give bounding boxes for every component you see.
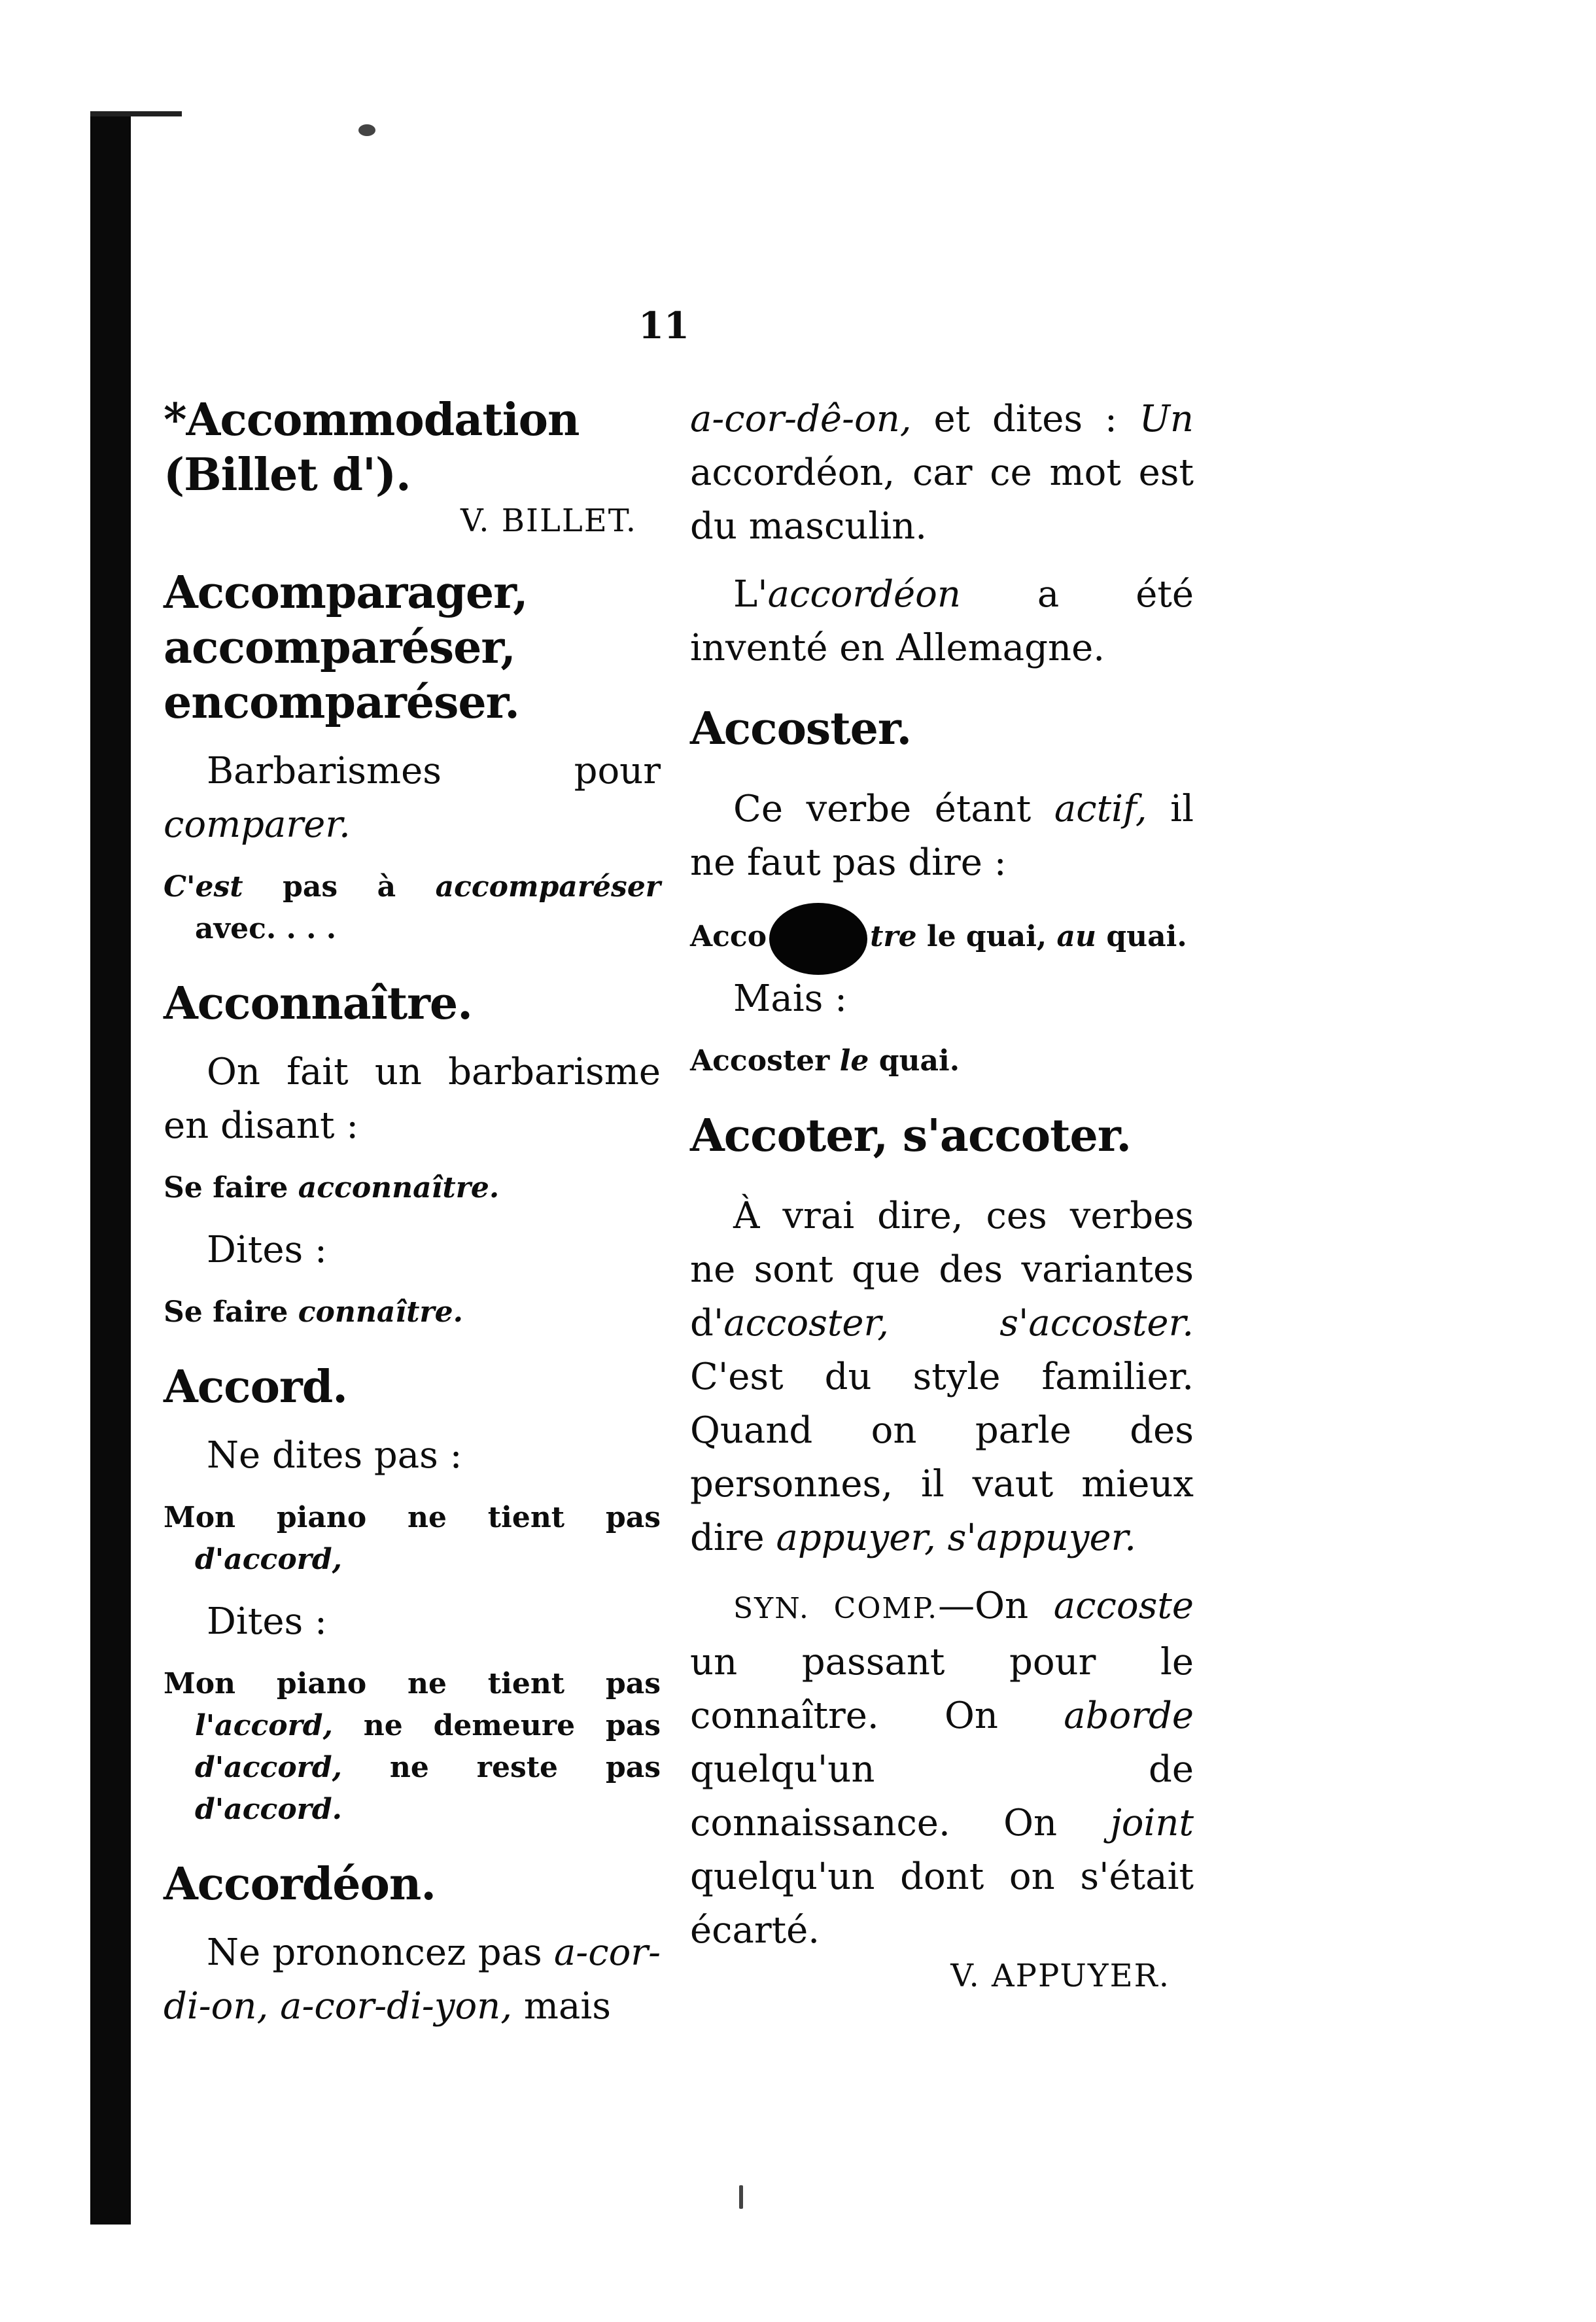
example-sentence: Acco tre le quai, au quai. [690,916,1194,958]
example-sentence: Se faire acconnaître. [164,1171,500,1205]
example-sentence: C'est pas à accomparéser avec. . . . [164,870,661,945]
entry-text: a-cor-dê-on, et dites : Un accordéon, car ce mot est du masculin. [690,398,1194,548]
left-column [164,393,661,2033]
headword-accommodation: *Accommodation (Billet d'). [164,394,580,501]
entry-text: À vrai dire, ces verbes ne sont que des variantes d'accoster, s'accoster. C'est du style familier. Quand on parle des personnes, il vaut mieux dire appuyer, s'appuyer. [690,1195,1194,1559]
cross-reference: V. APPUYER. [950,1958,1170,1994]
cross-reference: V. BILLET. [460,502,637,539]
headword-accomparager: Accomparager, accomparéser, encomparéser. [164,567,528,729]
entry-text: L'accordéon a été inventé en Allemagne. [690,573,1194,669]
page-number: 11 [638,304,689,347]
example-sentence: Mon piano ne tient pas l'accord, ne demeure pas d'accord, ne reste pas d'accord. [164,1667,661,1826]
ink-speck [358,124,375,136]
entry-text: Barbarismes pour comparer. [164,750,661,846]
entry-text: Dites : [207,1600,327,1643]
entry-text: Mais : [733,977,848,1020]
right-column [690,393,1194,1994]
entry-text: Ne prononcez pas a-cor-di-on, a-cor-di-yon, mais [164,1931,661,2028]
example-sentence: Mon piano ne tient pas d'accord, [164,1501,661,1576]
ink-blot [769,903,867,975]
headword-accoster: Accoster. [690,703,912,755]
entry-text: Ce verbe étant actif, il ne faut pas dire : [690,788,1194,884]
headword-accordeon: Accordéon. [164,1858,436,1910]
entry-text: Dites : [207,1229,327,1271]
scan-rule [90,111,182,116]
example-sentence: Accoster le quai. [690,1044,960,1078]
synonym-note: SYN. COMP.—On accoste un passant pour le connaître. On aborde quelqu'un de connaissance. On joint quelqu'un dont on s'était écarté. [690,1585,1194,1952]
entry-text: Ne dites pas : [207,1434,462,1477]
headword-acconnaitre: Acconnaître. [164,977,472,1030]
ink-speck [739,2185,743,2209]
headword-accord: Accord. [164,1361,347,1413]
example-sentence: Se faire connaître. [164,1295,463,1329]
headword-accoter: Accoter, s'accoter. [690,1110,1132,1162]
entry-text: On fait un barbarisme en disant : [164,1051,661,1147]
scanned-page-edge [90,111,131,2225]
